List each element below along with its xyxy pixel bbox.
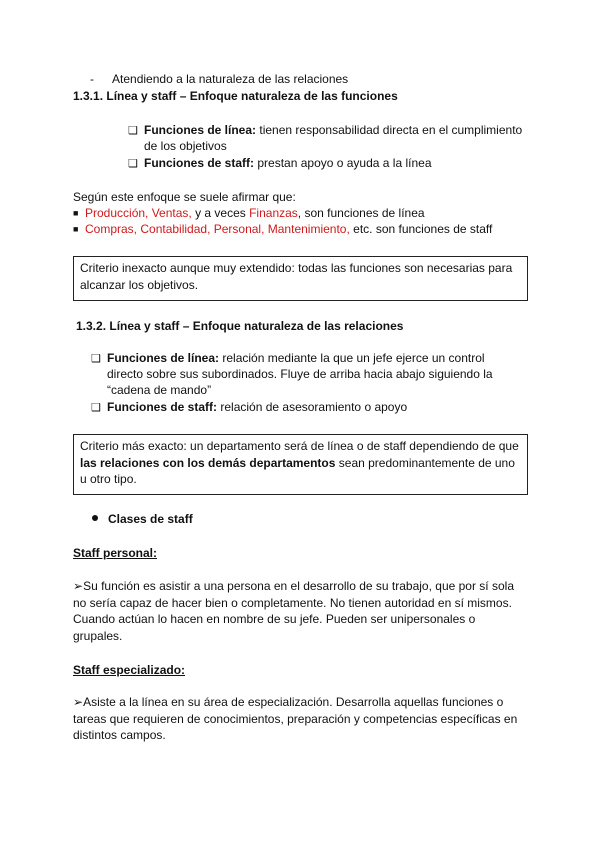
box-line: alcanzar los objetivos. <box>80 277 199 292</box>
staff-personal-title: Staff personal: <box>73 546 158 560</box>
box-line: u otro tipo. <box>80 472 137 486</box>
bullet-line-2 <box>73 221 492 237</box>
section-2-item-cont: directo sobre sus subordinados. Fluye de arriba hacia abajo siguiendo la <box>107 367 493 381</box>
plain-text: y a veces <box>191 206 250 220</box>
section-1-item-line-cont: de los objetivos <box>144 139 227 153</box>
box-line: Criterio inexacto aunque muy extendido: todas las funciones son necesarias para <box>80 261 513 275</box>
red-text: Finanzas <box>249 206 298 220</box>
section-1-heading: 1.3.1. Línea y staff – Enfoque naturaleza de las funciones <box>73 89 398 103</box>
staff-especializado-line-2: tareas que requieren de conocimientos, preparación y competencias específicas en <box>73 712 518 726</box>
staff-personal-line-3: Cuando actúan lo hacen en nombre de su jefe. Pueden ser unipersonales o <box>73 612 476 626</box>
staff-especializado-title: Staff especializado: <box>73 663 186 677</box>
section-2-item <box>91 350 485 367</box>
intro-text: Atendiendo a la naturaleza de las relaciones <box>112 72 349 86</box>
section-1-staff-item <box>128 155 432 172</box>
intro-dash: - <box>90 72 94 86</box>
box-bold-text: las relaciones con los demás departamentos <box>80 455 336 470</box>
red-text: Compras, Contabilidad, Personal, Mantenimiento, <box>85 222 350 236</box>
item-label: Funciones de staff: <box>107 400 218 414</box>
item-text: relación de asesoramiento o apoyo <box>220 400 408 414</box>
plain-text: , son funciones de línea <box>297 206 425 220</box>
item-text: relación mediante la que un jefe ejerce un control <box>222 351 485 365</box>
clases-heading: Clases de staff <box>108 512 193 526</box>
staff-personal-line-2: no sería capaz de hacer bien o completamente. No tienen autoridad en sí mismos. <box>73 596 512 610</box>
staff-especializado-line-1 <box>73 694 503 710</box>
section-2-item-cont: “cadena de mando” <box>107 383 212 397</box>
box-line: Criterio más exacto: un departamento será de línea o de staff dependiendo de que <box>80 439 519 453</box>
plain-text: etc. son funciones de staff <box>349 222 493 236</box>
checkbox-icon: ❑ <box>128 125 138 137</box>
red-text: Producción, Ventas, <box>85 206 192 220</box>
arrow-icon: ➢ <box>73 579 84 593</box>
para-text: Asiste a la línea en su área de especialización. Desarrolla aquellas funciones o <box>83 695 504 709</box>
staff-especializado-line-3: distintos campos. <box>73 728 166 742</box>
para-text: Su función es asistir a una persona en el desarrollo de su trabajo, que por sí sola <box>83 579 514 593</box>
square-bullet-icon: ■ <box>73 208 79 218</box>
item-label: Funciones de línea: <box>144 123 257 137</box>
square-bullet-icon: ■ <box>73 224 79 234</box>
section-1-item-line <box>128 122 522 139</box>
bullet-line-1 <box>73 205 425 221</box>
criterio-box-2 <box>73 434 528 495</box>
checkbox-icon: ❑ <box>91 353 101 365</box>
staff-personal-line-4: grupales. <box>73 629 123 643</box>
item-text: prestan apoyo o ayuda a la línea <box>257 156 432 170</box>
item-text: tienen responsabilidad directa en el cumplimiento <box>259 123 523 137</box>
arrow-icon: ➢ <box>73 695 84 709</box>
intro-line <box>90 71 348 87</box>
clases-heading-line <box>92 511 193 527</box>
bullet-dot-icon <box>92 515 98 521</box>
box-text: sean predominantemente de uno <box>335 455 515 470</box>
item-label: Funciones de línea: <box>107 351 220 365</box>
checkbox-icon: ❑ <box>91 402 101 414</box>
criterio-box-1 <box>73 256 528 301</box>
box-line <box>80 455 521 472</box>
section-1-lead: Según este enfoque se suele afirmar que: <box>73 190 296 204</box>
staff-personal-line-1 <box>73 578 514 594</box>
section-2-heading: 1.3.2. Línea y staff – Enfoque naturaleza de las relaciones <box>76 319 404 333</box>
checkbox-icon: ❑ <box>128 158 138 170</box>
section-2-staff-item <box>91 399 407 416</box>
item-label: Funciones de staff: <box>144 156 255 170</box>
